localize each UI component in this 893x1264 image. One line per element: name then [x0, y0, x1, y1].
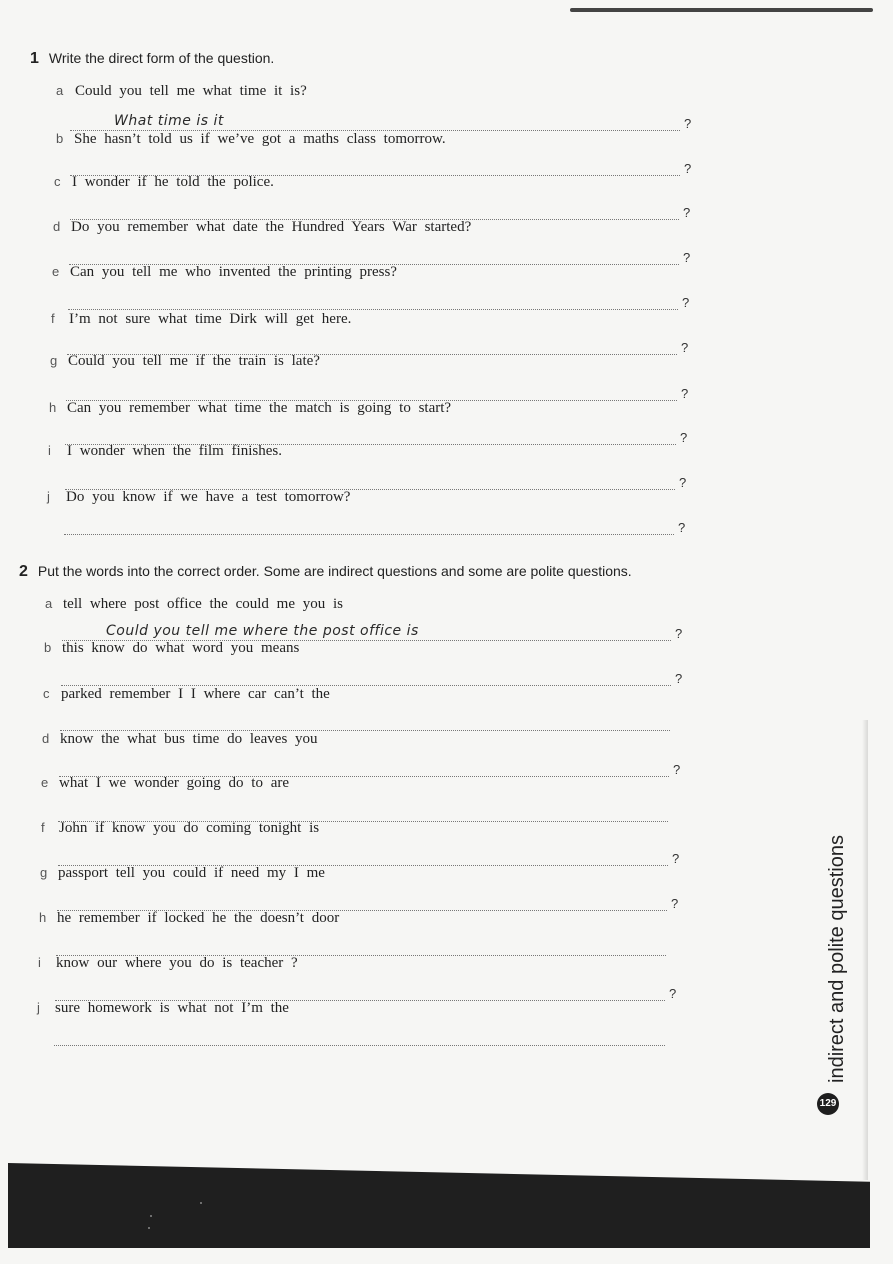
- item-prompt: John if know you do coming tonight is: [59, 820, 320, 836]
- scan-speck: [200, 1202, 202, 1204]
- question-mark: ?: [684, 116, 692, 131]
- item-letter: c: [54, 174, 61, 189]
- item-prompt: what I we wonder going do to are: [59, 775, 290, 791]
- item-prompt: tell where post office the could me you is: [63, 596, 343, 612]
- question-mark: ?: [671, 896, 679, 911]
- exercise-1-item-j: [47, 489, 350, 506]
- item-prompt: passport tell you could if need my I me: [58, 865, 325, 881]
- exercise-2-item-d: [42, 731, 318, 748]
- item-letter: b: [56, 131, 64, 146]
- answer-line[interactable]: [58, 799, 668, 822]
- item-letter: a: [56, 83, 64, 98]
- question-mark: ?: [669, 986, 677, 1001]
- exercise-1-item-i: [48, 443, 282, 460]
- answer-line[interactable]: [65, 467, 675, 490]
- exercise-1-item-g: [50, 353, 320, 370]
- item-letter: d: [42, 731, 50, 746]
- answer-text: What time is it: [114, 113, 224, 129]
- item-prompt: Do you remember what date the Hundred Years War started?: [71, 219, 472, 235]
- item-letter: f: [51, 311, 55, 326]
- exercise-2-item-e: [41, 775, 289, 792]
- question-mark: ?: [683, 250, 691, 265]
- item-prompt: I’m not sure what time Dirk will get here.: [69, 311, 352, 327]
- top-rule: [570, 8, 873, 12]
- item-letter: c: [43, 686, 50, 701]
- item-letter: h: [49, 400, 57, 415]
- scan-speck: [150, 1215, 152, 1217]
- item-letter: j: [47, 489, 50, 504]
- exercise-2-item-g: [40, 865, 325, 882]
- answer-line[interactable]: [61, 663, 671, 686]
- answer-line[interactable]: [62, 618, 671, 641]
- exercise-2-item-a: [45, 596, 343, 613]
- answer-line[interactable]: [66, 378, 677, 401]
- question-mark: ?: [672, 851, 680, 866]
- item-prompt: he remember if locked he the doesn’t door: [57, 910, 340, 926]
- item-letter: d: [53, 219, 61, 234]
- answer-line[interactable]: [55, 978, 665, 1001]
- footer-bar: [8, 1163, 870, 1248]
- section-instruction: Put the words into the correct order. Some are indirect questions and some are polite questions.: [37, 563, 632, 579]
- item-prompt: sure homework is what not I’m the: [55, 1000, 289, 1016]
- question-mark: ?: [682, 295, 690, 310]
- item-letter: f: [41, 820, 45, 835]
- item-letter: b: [44, 640, 52, 655]
- question-mark: ?: [678, 520, 686, 535]
- answer-line[interactable]: [57, 888, 667, 911]
- exercise-2-item-h: [39, 910, 339, 927]
- answer-line[interactable]: [70, 153, 680, 176]
- item-letter: i: [48, 443, 51, 458]
- item-prompt: Do you know if we have a test tomorrow?: [66, 489, 351, 505]
- section-2-heading: [19, 563, 632, 581]
- question-mark: ?: [681, 386, 689, 401]
- exercise-1-item-f: [51, 311, 351, 328]
- item-letter: j: [37, 1000, 40, 1015]
- answer-line[interactable]: [59, 754, 669, 777]
- scan-speck: [148, 1227, 150, 1229]
- item-prompt: know our where you do is teacher ?: [56, 955, 298, 971]
- answer-line[interactable]: [64, 512, 674, 535]
- question-mark: ?: [681, 340, 689, 355]
- answer-line[interactable]: [56, 933, 666, 956]
- question-mark: ?: [675, 671, 683, 686]
- item-letter: e: [52, 264, 60, 279]
- answer-text: Could you tell me where the post office is: [106, 623, 419, 639]
- item-prompt: Can you remember what time the match is going to start?: [67, 400, 452, 416]
- section-number: 1: [30, 50, 39, 67]
- page-number-badge: 129: [817, 1093, 839, 1115]
- exercise-1-item-e: [52, 264, 397, 281]
- question-mark: ?: [673, 762, 681, 777]
- item-prompt: know the what bus time do leaves you: [60, 731, 318, 747]
- section-number: 2: [19, 563, 28, 580]
- answer-line[interactable]: [70, 197, 679, 220]
- item-prompt: Could you tell me if the train is late?: [68, 353, 320, 369]
- answer-line[interactable]: [67, 332, 677, 355]
- answer-line[interactable]: [60, 708, 670, 731]
- item-prompt: parked remember I I where car can’t the: [61, 686, 330, 702]
- answer-line[interactable]: [58, 843, 668, 866]
- section-instruction: Write the direct form of the question.: [48, 50, 275, 66]
- item-prompt: She hasn’t told us if we’ve got a maths class tomorrow.: [74, 131, 446, 147]
- item-letter: h: [39, 910, 47, 925]
- exercise-1-item-a: [56, 83, 307, 100]
- answer-line[interactable]: [65, 422, 676, 445]
- item-prompt: Could you tell me what time it is?: [75, 83, 307, 99]
- exercise-2-item-i: [38, 955, 298, 972]
- item-letter: i: [38, 955, 41, 970]
- answer-line[interactable]: [70, 108, 680, 131]
- question-mark: ?: [683, 205, 691, 220]
- question-mark: ?: [680, 430, 688, 445]
- item-letter: g: [50, 353, 58, 368]
- question-mark: ?: [679, 475, 687, 490]
- item-letter: a: [45, 596, 53, 611]
- sidebar-title: indirect and polite questions: [826, 835, 848, 1083]
- section-1-heading: [30, 50, 274, 68]
- exercise-2-item-f: [41, 820, 319, 837]
- item-letter: e: [41, 775, 49, 790]
- exercise-2-item-j: [37, 1000, 289, 1017]
- page-edge-shadow: [862, 720, 868, 1180]
- answer-line[interactable]: [54, 1023, 665, 1046]
- exercise-1-item-d: [53, 219, 471, 236]
- item-prompt: Can you tell me who invented the printing press?: [70, 264, 397, 280]
- exercise-2-item-c: [43, 686, 330, 703]
- question-mark: ?: [675, 626, 683, 641]
- answer-line[interactable]: [69, 242, 679, 265]
- exercise-1-item-b: [56, 131, 446, 148]
- question-mark: ?: [684, 161, 692, 176]
- item-prompt: I wonder when the film finishes.: [67, 443, 282, 459]
- item-prompt: I wonder if he told the police.: [72, 174, 274, 190]
- item-prompt: this know do what word you means: [62, 640, 300, 656]
- answer-line[interactable]: [68, 287, 678, 310]
- exercise-1-item-h: [49, 400, 451, 417]
- exercise-2-item-b: [44, 640, 299, 657]
- exercise-1-item-c: [54, 174, 274, 191]
- item-letter: g: [40, 865, 48, 880]
